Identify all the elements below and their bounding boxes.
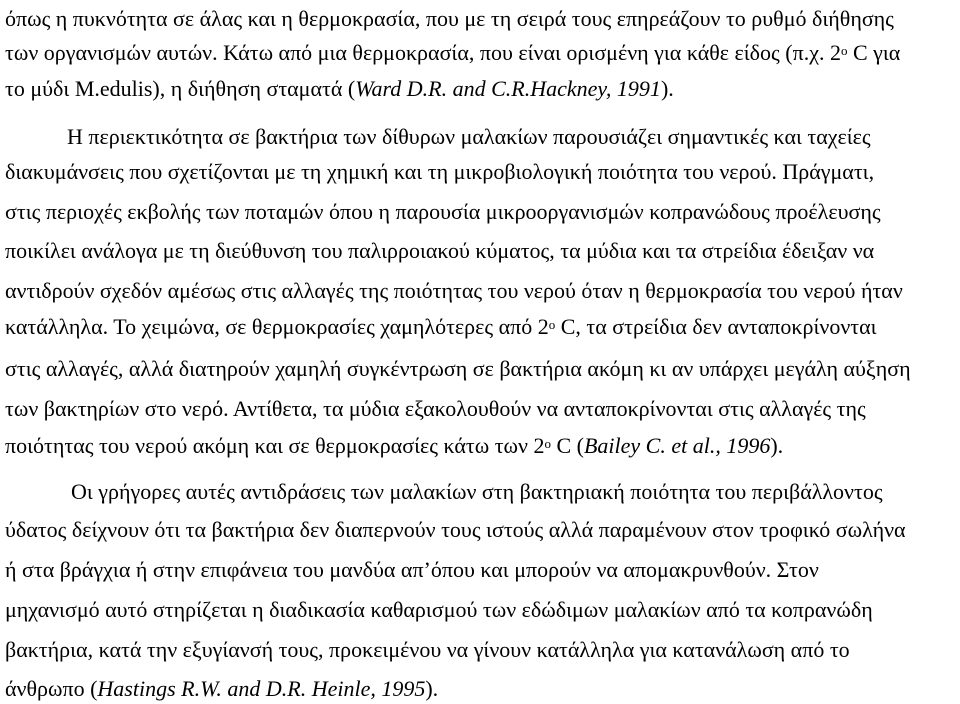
text-segment: C για	[847, 40, 901, 65]
text-line	[5, 278, 955, 304]
text-segment: άνθρωπο (	[5, 676, 98, 701]
text-segment: ποικίλει ανάλογα με τη διεύθυνση του παλιρροιακού κύματος, τα μύδια και τα στρείδια έδειξαν να	[5, 238, 875, 263]
text-segment: των βακτηρίων στο νερό. Αντίθετα, τα μύδια εξακολουθούν να ανταποκρίνονται στις αλλαγές της	[5, 396, 866, 421]
text-segment: στις περιοχές εκβολής των ποταμών όπου η παρουσία μικροοργανισμών κοπρανώδους προέλευσης	[5, 199, 881, 224]
text-segment: βακτήρια, κατά την εξυγίανσή τους, προκειμένου να γίνουν κατάλληλα για κατανάλωση από το	[5, 637, 850, 662]
text-line	[5, 433, 955, 459]
text-line	[5, 314, 955, 340]
citation: Ward D.R. and C.R.Hackney, 1991	[355, 76, 661, 101]
text-segment: διακυμάνσεις που σχετίζονται με τη χημική και τη μικροβιολογική ποιότητα του νερού. Πράγματι,	[5, 159, 875, 184]
text-segment: ποιότητας του νερού ακόμη και σε θερμοκρασίες κάτω των 2	[5, 433, 545, 458]
text-segment: στις αλλαγές, αλλά διατηρούν χαμηλή συγκέντρωση σε βακτήρια ακόμη κι αν υπάρχει μεγάλη αύξηση	[5, 356, 911, 381]
text-segment: ύδατος δείχνουν ότι τα βακτήρια δεν διαπερνούν τους ιστούς αλλά παραμένουν στον τροφικό σωλήνα	[5, 517, 906, 542]
text-segment: κατάλληλα. Το χειμώνα, σε θερμοκρασίες χαμηλότερες από 2	[5, 314, 549, 339]
text-line	[5, 396, 955, 422]
text-segment: ).	[660, 76, 674, 101]
text-line	[5, 517, 955, 543]
text-line	[5, 199, 955, 225]
degree-superscript: ο	[548, 317, 556, 332]
text-line	[5, 557, 955, 583]
text-line	[5, 76, 955, 102]
text-segment: όπως η πυκνότητα σε άλας και η θερμοκρασία, που με τη σειρά τους επηρεάζουν το ρυθμό διήθησης	[5, 6, 894, 31]
text-line	[5, 637, 955, 663]
text-line	[5, 159, 955, 185]
text-segment: ).	[425, 676, 439, 701]
text-line	[5, 40, 955, 66]
text-segment: ).	[770, 433, 784, 458]
degree-superscript: ο	[544, 436, 551, 451]
text-line	[5, 238, 955, 264]
citation: Hastings R.W. and D.R. Heinle, 1995	[97, 676, 426, 701]
text-segment: Η περιεκτικότητα σε βακτήρια των δίθυρων μαλακίων παρουσιάζει σημαντικές και ταχείες	[67, 124, 871, 149]
text-segment: μηχανισμό αυτό στηρίζεται η διαδικασία καθαρισμού των εδώδιμων μαλακίων από τα κοπρανώδη	[5, 597, 873, 622]
text-line	[5, 6, 955, 32]
degree-superscript: ο	[840, 43, 848, 58]
text-segment: C (	[550, 433, 584, 458]
text-segment: αντιδρούν σχεδόν αμέσως στις αλλαγές της ποιότητας του νερού όταν η θερμοκρασία του νερού ήταν	[5, 278, 903, 303]
text-segment: Οι γρήγορες αυτές αντιδράσεις των μαλακίων στη βακτηριακή ποιότητα του περιβάλλοντος	[71, 479, 883, 504]
text-line	[71, 479, 955, 505]
text-line	[5, 356, 955, 382]
text-line	[67, 124, 955, 150]
text-segment: ή στα βράγχια ή στην επιφάνεια του μανδύα απ’όπου και μπορούν να απομακρυνθούν. Στον	[5, 557, 819, 582]
text-line	[5, 676, 955, 702]
text-segment: C, τα στρείδια δεν ανταποκρίνονται	[555, 314, 877, 339]
citation: Bailey C. et al., 1996	[583, 433, 771, 458]
text-line	[5, 597, 955, 623]
text-segment: το μύδι M.edulis), η διήθηση σταματά (	[5, 76, 356, 101]
text-segment: των οργανισμών αυτών. Κάτω από μια θερμοκρασία, που είναι ορισμένη για κάθε είδος (π.χ. 2	[5, 40, 841, 65]
